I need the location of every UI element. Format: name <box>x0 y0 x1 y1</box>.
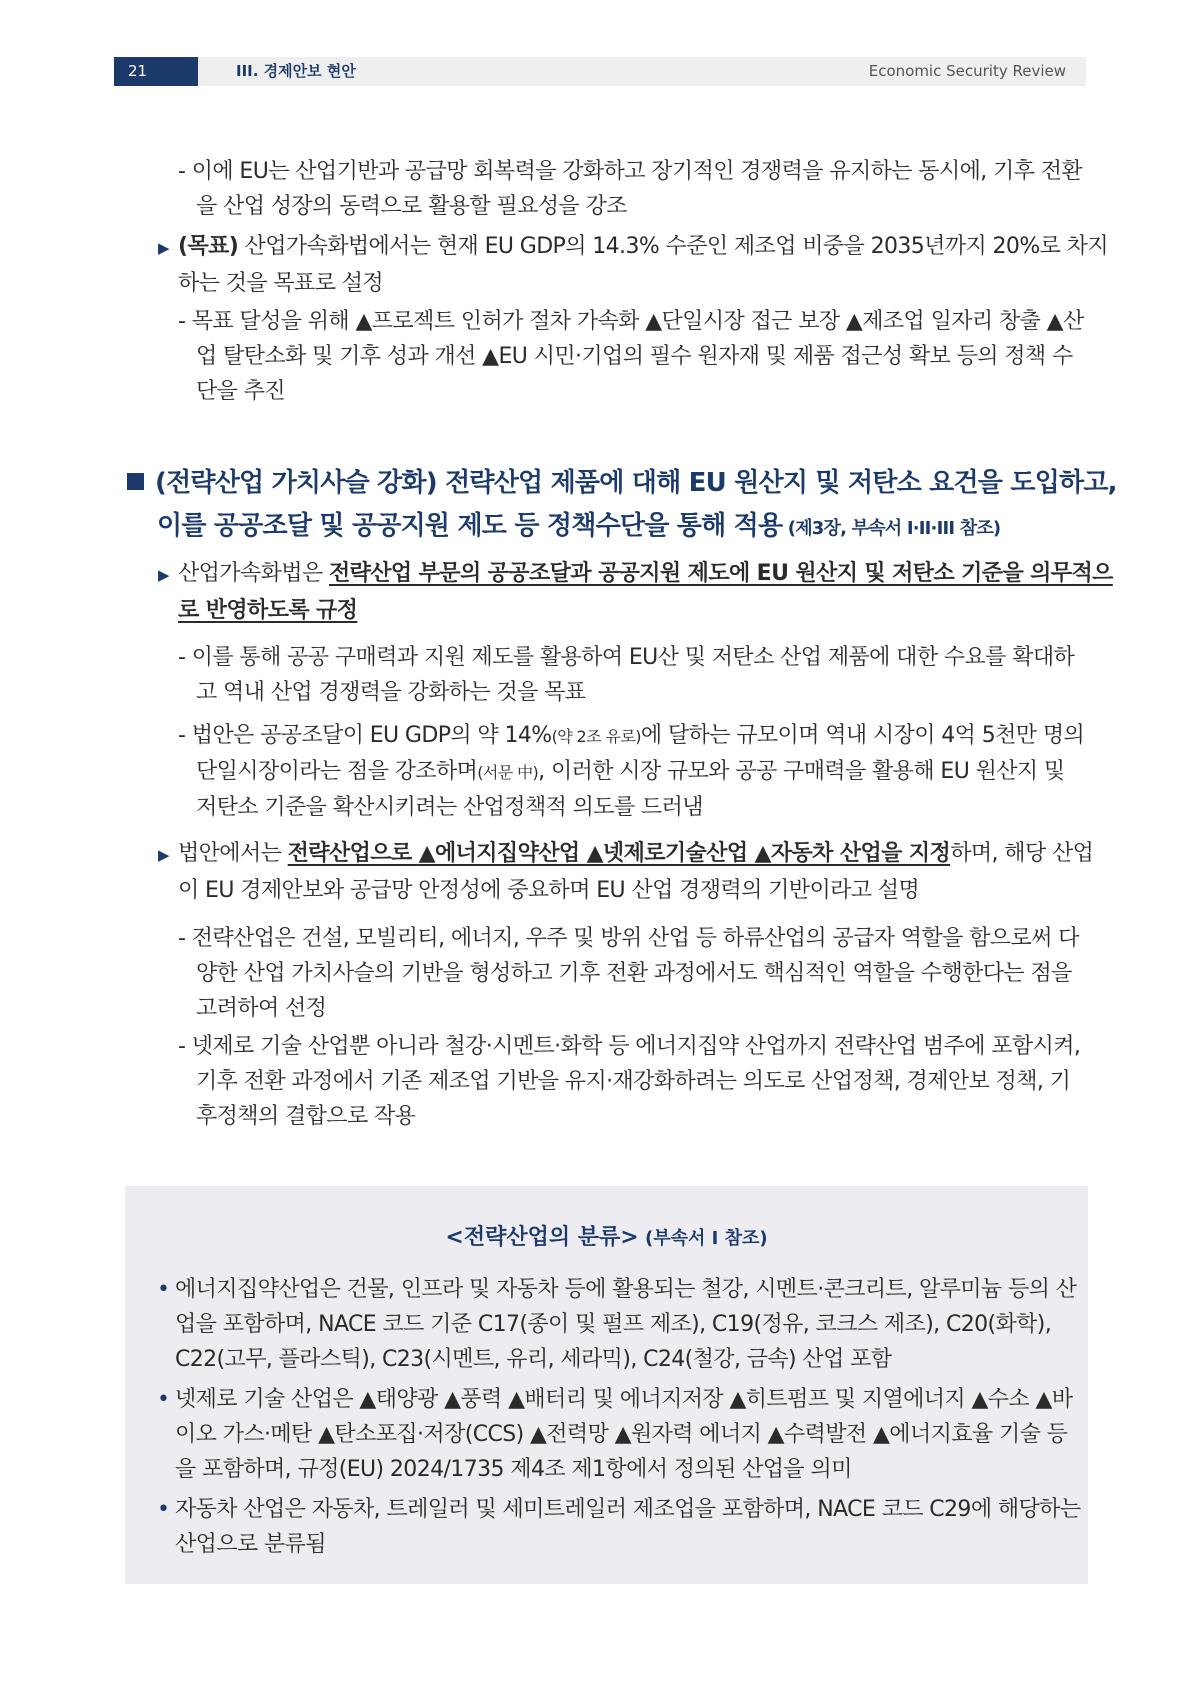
paragraph-goal: ▶ (목표) 산업가속화법에서는 현재 EU GDP의 14.3% 수준인 제조업 비중을 2035년까지 20%로 차지하는 것을 목표로 설정 <box>158 229 1113 301</box>
section-heading: (전략산업 가치사슬 강화) 전략산업 제품에 대해 EU 원산지 및 저탄소 요건을 도입하고, 이를 공공조달 및 공공지원 제도 등 정책수단을 통해 적용 (제3장, 부속서 I·II·III 참조) <box>127 462 1127 550</box>
dot-bullet-icon: • <box>157 1277 170 1302</box>
goal-label: (목표) <box>178 234 239 259</box>
dot-bullet-icon: • <box>157 1497 170 1522</box>
arrow-bullet-icon: ▶ <box>158 846 169 864</box>
arrow-bullet-icon: ▶ <box>158 566 169 584</box>
heading-reference: (제3장, 부속서 I·II·III 참조) <box>782 518 1001 539</box>
section-title: III. 경제안보 현안 <box>236 62 356 80</box>
classification-box <box>125 1186 1088 1584</box>
page-header <box>114 57 1086 86</box>
box-bullet-3: • 자동차 산업은 자동차, 트레일러 및 세미트레일러 제조업을 포함하며, NACE 코드 C29에 해당하는 산업으로 분류됨 <box>157 1492 1085 1562</box>
paragraph-dash-4: - 법안은 공공조달이 EU GDP의 약 14%(약 2조 유로)에 달하는 규모이며 역내 시장이 4억 5천만 명의 단일시장이라는 점을 강조하며(서문 中), 이러한 시장 규모와 공공 구매력을 활용해 EU 원산지 및 저탄소 기준을 확산시키려는 산업정책적 의도를 드러냄 <box>178 723 1085 820</box>
paragraph-arrow-3: ▶ 법안에서는 전략산업으로 ▲에너지집약산업 ▲넷제로기술산업 ▲자동차 산업을 지정하며, 해당 산업이 EU 경제안보와 공급망 안정성에 중요하며 EU 산업 경쟁력의 기반이라고 설명 <box>158 836 1113 908</box>
box-bullet-1: • 에너지집약산업은 건물, 인프라 및 자동차 등에 활용되는 철강, 시멘트·콘크리트, 알루미늄 등의 산업을 포함하며, NACE 코드 기준 C17(종이 및 펄프 제조), C19(정유, 코크스 제조), C20(화학), C22(고무, 플라스틱), C23(시멘트, 유리, 세라믹), C24(철강, 금속) 산업 포함 <box>157 1272 1085 1377</box>
paragraph-dash-3: - 이를 통해 공공 구매력과 지원 제도를 활용하여 EU산 및 저탄소 산업 제품에 대한 수요를 확대하고 역내 산업 경쟁력을 강화하는 것을 목표 <box>178 645 1075 705</box>
arrow-bullet-icon: ▶ <box>158 239 169 257</box>
underlined-emphasis: 전략산업 부문의 공공조달과 공공지원 제도에 EU 원산지 및 저탄소 기준을 의무적으로 반영하도록 규정 <box>178 561 1113 623</box>
page-number: 21 <box>114 57 198 86</box>
box-title: <전략산업의 분류> (부속서 I 참조) <box>445 1225 768 1250</box>
paragraph-dash-6: - 넷제로 기술 산업뿐 아니라 철강·시멘트·화학 등 에너지집약 산업까지 전략산업 범주에 포함시켜, 기후 전환 과정에서 기존 제조업 기반을 유지·재강화하려는 의도로 산업정책, 경제안보 정책, 기후정책의 결합으로 작용 <box>178 1034 1081 1129</box>
journal-name: Economic Security Review <box>868 62 1066 80</box>
box-bullet-2: • 넷제로 기술 산업은 ▲태양광 ▲풍력 ▲배터리 및 에너지저장 ▲히트펌프 및 지열에너지 ▲수소 ▲바이오 가스·메탄 ▲탄소포집·저장(CCS) ▲전력망 ▲원자력 에너지 ▲수력발전 ▲에너지효율 기술 등을 포함하며, 규정(EU) 2024/1735 제4조 제1항에서 정의된 산업을 의미 <box>157 1382 1085 1487</box>
paragraph-dash-1: - 이에 EU는 산업기반과 공급망 회복력을 강화하고 장기적인 경쟁력을 유지하는 동시에, 기후 전환을 산업 성장의 동력으로 활용할 필요성을 강조 <box>178 159 1083 219</box>
paragraph-dash-2: - 목표 달성을 위해 ▲프로젝트 인허가 절차 가속화 ▲단일시장 접근 보장 ▲제조업 일자리 창출 ▲산업 탈탄소화 및 기후 성과 개선 ▲EU 시민·기업의 필수 원자재 및 제품 접근성 확보 등의 정책 수단을 추진 <box>178 309 1084 404</box>
dot-bullet-icon: • <box>157 1387 170 1412</box>
square-bullet-icon <box>127 473 144 490</box>
paragraph-dash-5: - 전략산업은 건설, 모빌리티, 에너지, 우주 및 방위 산업 등 하류산업의 공급자 역할을 함으로써 다양한 산업 가치사슬의 기반을 형성하고 기후 전환 과정에서도 핵심적인 역할을 수행한다는 점을 고려하여 선정 <box>178 926 1079 1021</box>
paragraph-arrow-2: ▶ 산업가속화법은 전략산업 부문의 공공조달과 공공지원 제도에 EU 원산지 및 저탄소 기준을 의무적으로 반영하도록 규정 <box>158 556 1113 628</box>
